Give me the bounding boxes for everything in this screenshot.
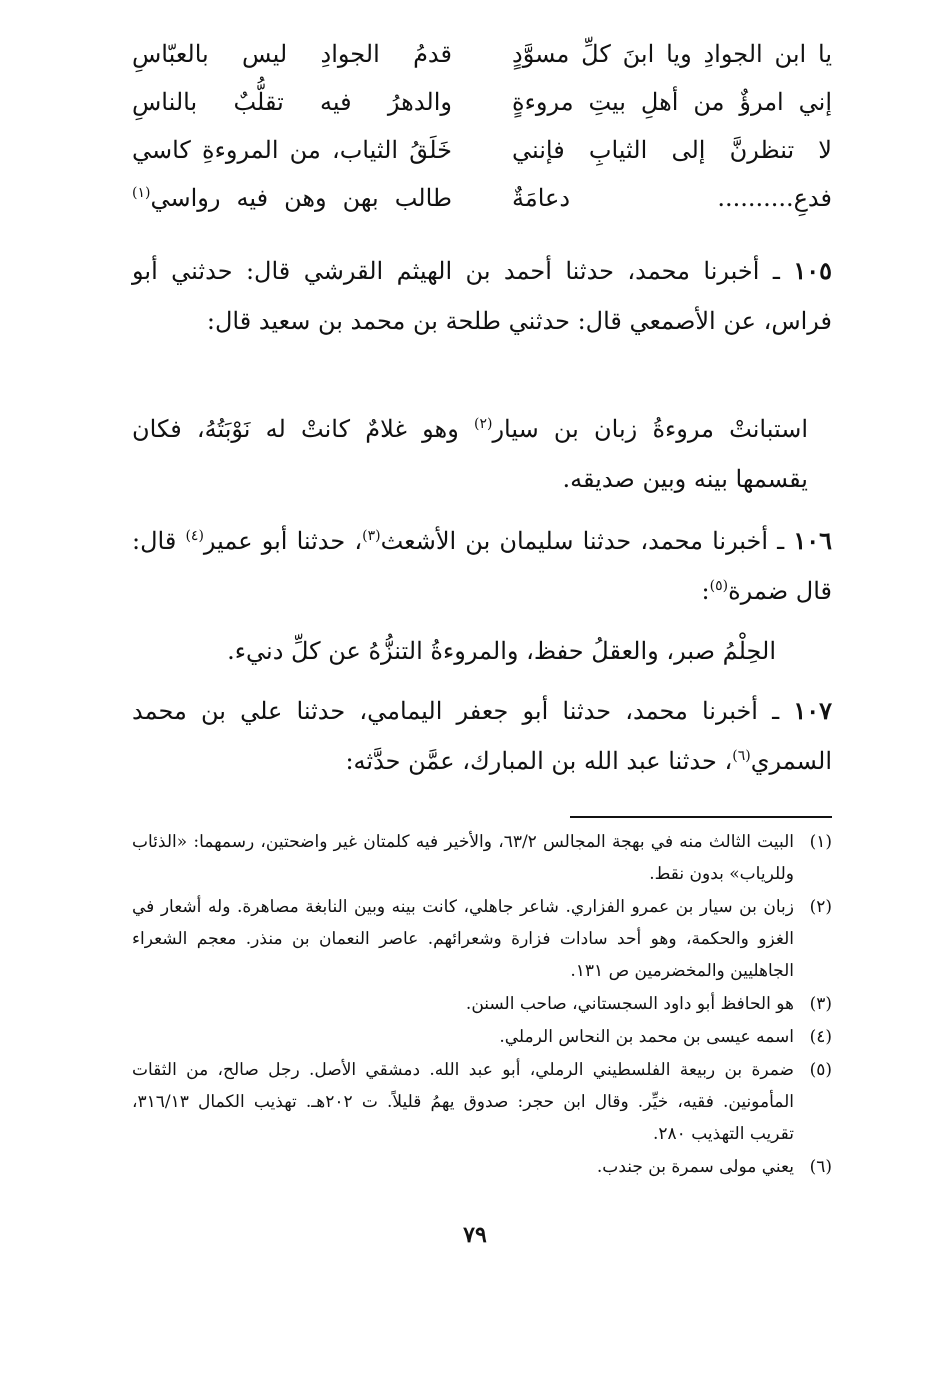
verse-first-hemistich: لا تنظرنَّ إلى الثيابِ فإنني: [512, 136, 832, 164]
verse-second-hemistich: [132, 184, 452, 212]
item-number: ١٠٧: [793, 696, 832, 725]
item-number: ١٠٦: [793, 526, 833, 555]
paragraph-text: ـ أخبرنا محمد، حدثنا أبو جعفر اليمامي، حدثنا علي بن محمد السمري: [132, 697, 832, 775]
footnote: [132, 891, 832, 987]
footnote-marker: (٣): [362, 528, 381, 544]
footnote-text: ضمرة بن ربيعة الفلسطيني الرملي، أبو عبد الله. دمشقي الأصل. رجل صالح، من الثقات المأمونين. فقيه، خيِّر. وقال ابن حجر: صدوق يهمُ قليلاً. ت ٢٠٢هـ. تهذيب الكمال ٣١٦/١٣، تقريب التهذيب ٢٨٠.: [132, 1060, 794, 1144]
verse-second-hemistich: والدهرُ فيه تقلُّبٌ بالناسِ: [132, 88, 452, 116]
footnote-text: زبان بن سيار بن عمرو الفزاري. شاعر جاهلي، كانت بينه وبين النابغة مصاهرة. وله أشعار في الغزو والحكمة، وهو أحد سادات فزارة وشعرائهم. عاصر النعمان بن منذر. معجم الشعراء الجاهليين والمخضرمين ص ١٣١.: [132, 897, 794, 981]
footnote-number: (١): [809, 832, 832, 852]
paragraph-text-continued: ، حدثنا أبو عمير: [203, 527, 363, 555]
paragraph-text-continued: وهو غلامٌ كانتْ له نَوْبَتُهُ، فكان يقسمها بينه وبين صديقه.: [132, 415, 808, 493]
paragraph-text: ـ أخبرنا محمد، حدثنا سليمان بن الأشعث: [380, 527, 785, 555]
footnote-marker: (٢): [473, 416, 493, 432]
paragraph-text: استبانتْ مروءةُ زبان بن سيار: [492, 415, 809, 443]
footnote-marker: (٤): [185, 528, 204, 544]
footnote-marker: (٥): [709, 578, 729, 594]
verse-second-hemistich-text: طالب بهن وهن فيه رواسي: [150, 184, 452, 212]
quote-paragraph: [132, 404, 832, 504]
paragraph-105: [132, 246, 832, 346]
footnote-divider: [570, 816, 832, 818]
footnote: [132, 1151, 832, 1183]
verse-second-hemistich: خَلَقُ الثياب، من المروءةِ كاسي: [132, 136, 452, 164]
paragraph-106: [132, 516, 832, 616]
footnote-number: (٢): [809, 897, 832, 917]
verse-line: [132, 30, 832, 78]
paragraph-text: ـ أخبرنا محمد، حدثنا أحمد بن الهيثم القرشي قال: حدثني أبو فراس، عن الأصمعي قال: حدثني طلحة بن محمد بن سعيد قال:: [132, 257, 832, 335]
paragraph-text: الحِلْمُ صبر، والعقلُ حفظ، والمروءةُ التنزُّهُ عن كلِّ دنيء.: [227, 637, 776, 665]
verse-first-hemistich: فدعِ.......... دعامَةٌ: [512, 184, 832, 212]
quote-paragraph: [132, 626, 832, 676]
item-number: ١٠٥: [793, 256, 832, 285]
verse-line: [132, 78, 832, 126]
verse-line: [132, 174, 832, 222]
verse-second-hemistich: قدمُ الجوادِ ليس بالعبّاسِ: [132, 40, 452, 68]
poem-verses: [132, 30, 832, 222]
footnote-text: يعني مولى سمرة بن جندب.: [596, 1157, 794, 1177]
verse-line: [132, 126, 832, 174]
footnote: [132, 826, 832, 890]
paragraph-text-continued: ، حدثنا عبد الله بن المبارك، عمَّن حدَّثه:: [345, 747, 733, 775]
page-number: ٧٩: [463, 1222, 487, 1248]
footnote-text: اسمه عيسى بن محمد بن النحاس الرملي.: [499, 1027, 794, 1047]
footnote-number: (٥): [809, 1060, 832, 1080]
footnote-text: البيت الثالث منه في بهجة المجالس ٦٣/٢، والأخير فيه كلمتان غير واضحتين، رسمهما: «الذئاب وللرياب» بدون نقط.: [132, 832, 794, 884]
footnote-text: هو الحافظ أبو داود السجستاني، صاحب السنن.: [465, 994, 794, 1014]
paragraph-text-continued: قال: قال ضمرة: [132, 527, 832, 605]
footnote: [132, 988, 832, 1020]
footnotes: [132, 826, 832, 1184]
verse-first-hemistich: إني امرؤٌ من أهلِ بيتِ مروءةٍ: [512, 88, 832, 116]
footnote-marker: (١): [132, 185, 151, 201]
paragraph-text-end: :: [701, 577, 710, 605]
footnote-marker: (٦): [732, 748, 751, 764]
footnote-number: (٣): [809, 994, 832, 1014]
paragraph-107: [132, 686, 832, 786]
verse-first-hemistich: يا ابن الجوادِ ويا ابنَ كلِّ مسوَّدٍ: [512, 40, 832, 68]
footnote-number: (٦): [809, 1157, 832, 1177]
footnote-number: (٤): [809, 1027, 832, 1047]
footnote: [132, 1021, 832, 1053]
footnote: [132, 1054, 832, 1150]
